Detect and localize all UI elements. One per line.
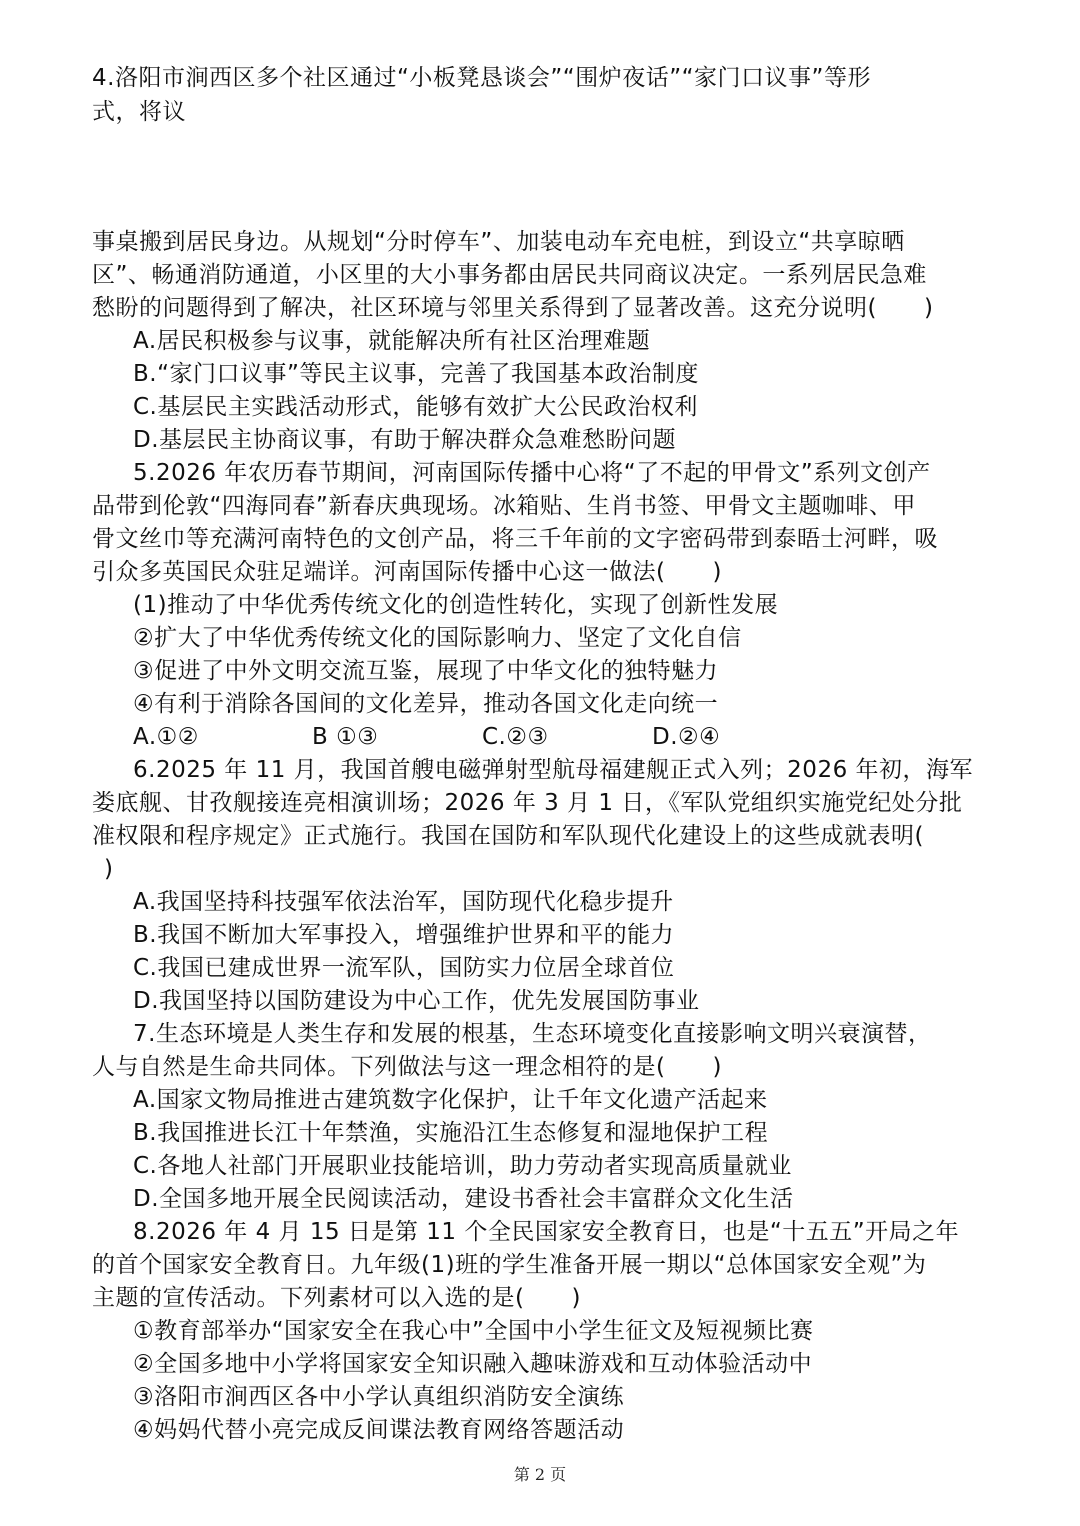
q7-stem-line-1: 7.生态环境是人类生存和发展的根基，生态环境变化直接影响文明兴衰演替， — [133, 1021, 932, 1047]
q5-option-a: A.①② — [133, 724, 199, 750]
q8-statement-3: ③洛阳市涧西区各中小学认真组织消防安全演练 — [133, 1384, 625, 1410]
q4-stem-line-5: 愁盼的问题得到了解决，社区环境与邻里关系得到了显著改善。这充分说明( ) — [92, 295, 934, 321]
page-number: 第 2 页 — [513, 1465, 567, 1484]
q5-statement-4: ④有利于消除各国间的文化差异，推动各国文化走向统一 — [133, 691, 719, 717]
q4-stem-line-2: 式，将议 — [92, 99, 186, 125]
q5-option-d: D.②④ — [652, 724, 721, 750]
q6-option-c: C.我国已建成世界一流军队，国防实力位居全球首位 — [133, 955, 675, 981]
q8-statement-4: ④妈妈代替小亮完成反间谍法教育网络答题活动 — [133, 1417, 625, 1443]
q4-option-d: D.基层民主协商议事，有助于解决群众急难愁盼问题 — [133, 427, 677, 453]
q7-stem-line-2: 人与自然是生命共同体。下列做法与这一理念相符的是( ) — [92, 1054, 722, 1080]
q7-option-c: C.各地人社部门开展职业技能培训，助力劳动者实现高质量就业 — [133, 1153, 792, 1179]
q7-option-a: A.国家文物局推进古建筑数字化保护，让千年文化遗产活起来 — [133, 1087, 768, 1113]
q5-statement-2: ②扩大了中华优秀传统文化的国际影响力、坚定了文化自信 — [133, 625, 742, 651]
q5-statement-1: (1)推动了中华优秀传统文化的创造性转化，实现了创新性发展 — [133, 592, 779, 618]
q6-option-b: B.我国不断加大军事投入，增强维护世界和平的能力 — [133, 922, 675, 948]
q6-stem-line-3: 准权限和程序规定》正式施行。我国在国防和军队现代化建设上的这些成就表明( — [92, 823, 924, 849]
q4-stem-line-1: 4.洛阳市涧西区多个社区通过“小板凳恳谈会”“围炉夜话”“家门口议事”等形 — [92, 65, 871, 91]
q8-stem-line-2: 的首个国家安全教育日。九年级(1)班的学生准备开展一期以“总体国家安全观”为 — [92, 1252, 927, 1278]
q5-option-b: B ①③ — [312, 724, 379, 750]
q6-option-d: D.我国坚持以国防建设为中心工作，优先发展国防事业 — [133, 988, 700, 1014]
q6-stem-line-2: 娄底舰、甘孜舰接连亮相演训场；2026 年 3 月 1 日，《军队党组织实施党纪处分批 — [92, 790, 963, 816]
q4-stem-line-3: 事桌搬到居民身边。从规划“分时停车”、加装电动车充电桩，到设立“共享晾晒 — [92, 229, 905, 255]
q6-option-a: A.我国坚持科技强军依法治军，国防现代化稳步提升 — [133, 889, 674, 915]
q4-option-a: A.居民积极参与议事，就能解决所有社区治理难题 — [133, 328, 651, 354]
q6-stem-line-1: 6.2025 年 11 月，我国首艘电磁弹射型航母福建舰正式入列；2026 年初，海军 — [133, 757, 974, 783]
q5-stem-line-1: 5.2026 年农历春节期间，河南国际传播中心将“了不起的甲骨文”系列文创产 — [133, 460, 931, 486]
q4-stem-line-4: 区”、畅通消防通道，小区里的大小事务都由居民共同商议决定。一系列居民急难 — [92, 262, 927, 288]
q5-option-c: C.②③ — [482, 724, 549, 750]
q7-option-d: D.全国多地开展全民阅读活动，建设书香社会丰富群众文化生活 — [133, 1186, 794, 1212]
q5-stem-line-4: 引众多英国民众驻足端详。河南国际传播中心这一做法( ) — [92, 559, 722, 585]
q8-stem-line-3: 主题的宣传活动。下列素材可以入选的是( ) — [92, 1285, 581, 1311]
q8-stem-line-1: 8.2026 年 4 月 15 日是第 11 个全民国家安全教育日，也是“十五五”开局之年 — [133, 1219, 960, 1245]
q8-statement-2: ②全国多地中小学将国家安全知识融入趣味游戏和互动体验活动中 — [133, 1351, 813, 1377]
q4-option-c: C.基层民主实践活动形式，能够有效扩大公民政治权利 — [133, 394, 698, 420]
q5-stem-line-2: 品带到伦敦“四海同春”新春庆典现场。冰箱贴、生肖书签、甲骨文主题咖啡、甲 — [92, 493, 916, 519]
q7-option-b: B.我国推进长江十年禁渔，实施沿江生态修复和湿地保护工程 — [133, 1120, 769, 1146]
q4-option-b: B.“家门口议事”等民主议事，完善了我国基本政治制度 — [133, 361, 699, 387]
q5-statement-3: ③促进了中外文明交流互鉴，展现了中华文化的独特魅力 — [133, 658, 719, 684]
q5-stem-line-3: 骨文丝巾等充满河南特色的文创产品，将三千年前的文字密码带到泰晤士河畔，吸 — [92, 526, 938, 552]
q8-statement-1: ①教育部举办“国家安全在我心中”全国中小学生征文及短视频比赛 — [133, 1318, 814, 1344]
q6-stem-line-4: ) — [104, 856, 114, 882]
